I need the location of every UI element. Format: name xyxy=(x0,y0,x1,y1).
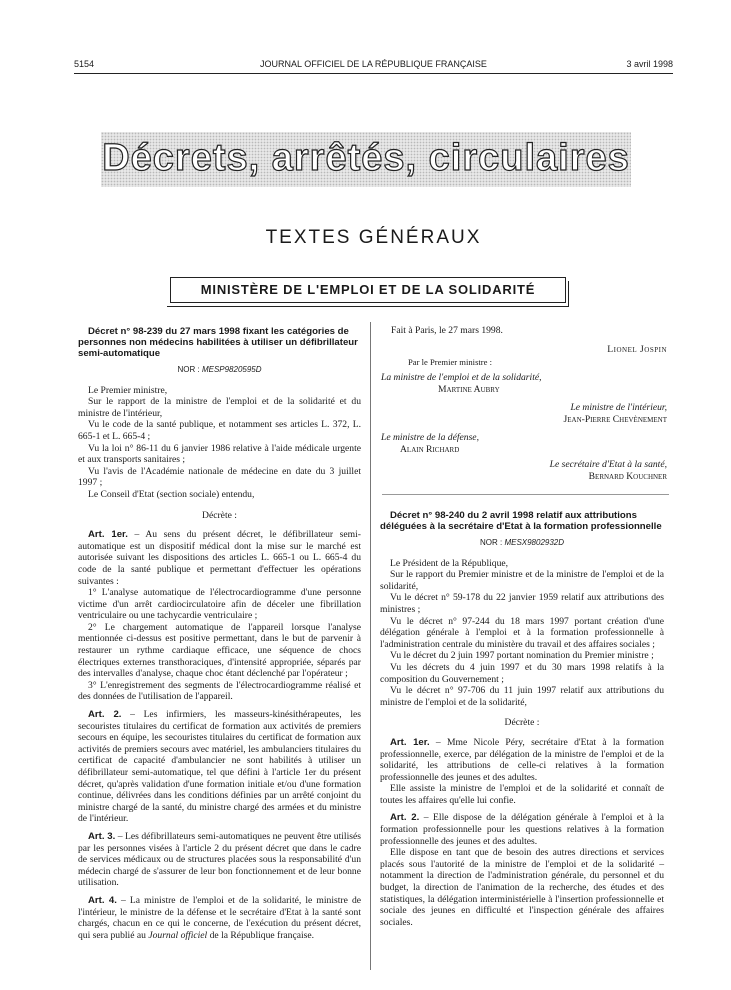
article-item: 2° Le chargement automatique de l'appareil lorsque l'analyse mentionnée ci-dessus est positive permettant, dans le but de parvenir à restaurer un rythme cardiaque efficace, une séquence de chocs électriques externes transthoraciques, d'intensité appropriée, séparés par des intervalles d'analyse, chaque choc étant déclenché par l'opérateur ; xyxy=(78,621,361,680)
fait-a-paris: Fait à Paris, le 27 mars 1998. xyxy=(391,325,503,336)
visa: Vu le décret n° 97-706 du 11 juin 1997 relatif aux attributions du ministre de l'emploi et de la solidarité, xyxy=(380,685,664,708)
visa: Vu la loi n° 86-11 du 6 janvier 1986 relative à l'aide médicale urgente et aux transports sanitaires ; xyxy=(78,442,361,466)
visa: Vu le décret n° 97-244 du 18 mars 1997 portant création d'une délégation générale à l'emploi et à la formation professionnelle à l'administration centrale du ministère du travail et des affaires sociales ; xyxy=(380,615,664,650)
signer-1-name: Martine Aubry xyxy=(438,384,500,395)
signer-1-role: La ministre de l'emploi et de la solidarité, xyxy=(381,372,542,383)
ministry-name: MINISTÈRE DE L'EMPLOI ET DE LA SOLIDARITÉ xyxy=(200,282,536,297)
visa: Sur le rapport du Premier ministre et de la ministre de l'emploi et de la solidarité, xyxy=(380,569,664,592)
section-title: TEXTES GÉNÉRAUX xyxy=(265,227,482,248)
decrete: Décrète : xyxy=(202,509,237,521)
issue-date: 3 avril 1998 xyxy=(626,59,673,69)
visa: Le Président de la République, xyxy=(390,557,509,569)
signer-2-role: Le ministre de l'intérieur, xyxy=(570,402,667,413)
header-rule xyxy=(74,73,673,74)
journal-title: JOURNAL OFFICIEL DE LA RÉPUBLIQUE FRANÇAISE xyxy=(260,59,487,69)
decret-2-nor: NOR : MESX9802932D xyxy=(479,538,565,547)
page-number: 5154 xyxy=(74,59,95,69)
visa: Vu le décret du 2 juin 1997 portant nomination du Premier ministre ; xyxy=(390,650,654,662)
article-4: Art. 4. – La ministre de l'emploi et de la solidarité, le ministre de l'intérieur, le ministre de la défense et le secrétaire d'Etat à la santé sont chargés, chacun en ce qui le concerne, de l'exécution du présent décret, qui sera publié au Journal officiel de la République française. xyxy=(78,894,361,941)
nor-code: MESX9802932D xyxy=(504,538,565,547)
par-le-premier-ministre: Par le Premier ministre : xyxy=(408,357,493,367)
signer-4-role: Le secrétaire d'Etat à la santé, xyxy=(549,459,667,470)
signer-2-name: Jean-Pierre Chevènement xyxy=(563,414,667,425)
article-item: 3° L'enregistrement des segments de l'électrocardiogramme réalisé et des données de l'utilisation de l'appareil. xyxy=(78,679,361,703)
decret-1-nor: NOR : MESP9820595D xyxy=(177,365,262,374)
decret-1-title: Décret n° 98-239 du 27 mars 1998 fixant les catégories de personnes non médecins habilitées à utiliser un défibrillateur semi-automatique xyxy=(78,326,358,359)
article-item: 1° L'analyse automatique de l'électrocardiogramme d'une personne victime d'un arrêt cardiocirculatoire afin de déceler une fibrillation ventriculaire ou une tachycardie ventriculaire ; xyxy=(78,587,361,622)
signer-4-name: Bernard Kouchner xyxy=(588,471,667,482)
decret-2-title: Décret n° 98-240 du 2 avril 1998 relatif aux attributions déléguées à la secrétaire d'Etat à la formation professionnelle xyxy=(380,510,662,532)
signer-prime-minister: Lionel Jospin xyxy=(607,344,667,355)
article-2: Art. 2. – Elle dispose de la délégation générale à l'emploi et à la formation professionnelle pour les questions relatives à la formation professionnelle des jeunes et des adultes. xyxy=(380,812,664,847)
signer-3-name: Alain Richard xyxy=(400,444,460,455)
visa: Vu les décrets du 4 juin 1997 et du 30 mars 1998 relatifs à la composition du Gouvernement ; xyxy=(380,661,664,685)
visa: Sur le rapport de la ministre de l'emploi et de la solidarité et du ministre de l'intérieur, xyxy=(78,396,361,419)
decret-1 xyxy=(78,326,361,941)
signer-3-role: Le ministre de la défense, xyxy=(381,432,479,443)
visa: Vu le code de la santé publique, et notamment ses articles L. 372, L. 665-1 et L. 665-4 ; xyxy=(78,419,361,442)
visa: Le Premier ministre, xyxy=(88,384,168,396)
visa: Le Conseil d'Etat (section sociale) entendu, xyxy=(88,488,255,500)
decret-2 xyxy=(380,510,664,928)
article-1-paragraph: Elle assiste la ministre de l'emploi et de la solidarité et connaît de toutes les affaires qu'elle lui confie. xyxy=(380,783,664,806)
running-header xyxy=(74,59,673,73)
visa: Vu l'avis de l'Académie nationale de médecine en date du 3 juillet 1997 ; xyxy=(78,465,361,489)
column-separator xyxy=(370,322,371,970)
article-1: Art. 1er. – Mme Nicole Péry, secrétaire d'Etat à la formation professionnelle, exerce, par délégation de la ministre de l'emploi et de la solidarité, les attributions de celle-ci relatives à la formation professionnelle des jeunes et des adultes. xyxy=(380,736,664,783)
nor-code: MESP9820595D xyxy=(201,365,262,374)
decret-divider xyxy=(382,494,669,495)
article-2-paragraph: Elle dispose en tant que de besoin des autres directions et services placés sous l'autorité de la ministre de l'emploi et de la solidarité – notamment la direction de l'administration générale, du personnel et du budget, la direction de l'animation de la recherche, des études et des statistiques, la délégation interministérielle à l'insertion professionnelle et sociale des jeunes en difficulté et l'inspection générale des affaires sociales. xyxy=(380,847,664,928)
ministry-box xyxy=(170,277,566,303)
article-2: Art. 2. – Les infirmiers, les masseurs-kinésithérapeutes, les secouristes titulaires du certificat de formation aux activités de premiers secours en équipe, les secouristes titulaires du certificat de formation aux activités de premiers secours avec matériel, les ambulanciers titulaires du certificat de capacité d'ambulancier ne sont habilités à utiliser un défibrillateur semi-automatique, tel que défini à l'article 1er du présent décret, qu'après validation d'une formation initiale et/ou d'une formation continue, délivrées dans les conditions définies par un arrêté conjoint du ministre chargé de la santé, du ministre chargé des armées et du ministre de l'intérieur. xyxy=(78,709,361,825)
article-3: Art. 3. – Les défibrillateurs semi-automatiques ne peuvent être utilisés par les personnes visées à l'article 2 du présent décret que dans le cadre de services médicaux ou de structures placées sous la responsabilité d'un médecin chargé de s'assurer de leur bon fonctionnement et de leur bonne utilisation. xyxy=(78,830,361,889)
decrete: Décrète : xyxy=(504,717,540,729)
visa: Vu le décret n° 59-178 du 22 janvier 1959 relatif aux attributions des ministres ; xyxy=(380,592,664,615)
banner-title: Décrets, arrêtés, circulaires xyxy=(102,137,630,179)
article-1: Art. 1er. – Au sens du présent décret, le défibrillateur semi-automatique est un dispositif médical dont la mise sur le marché est autorisée suivant les dispositions des articles L. 665-1 ou L. 665-4 du code de la santé publique et permettant d'effectuer les opérations suivantes : xyxy=(78,529,361,587)
